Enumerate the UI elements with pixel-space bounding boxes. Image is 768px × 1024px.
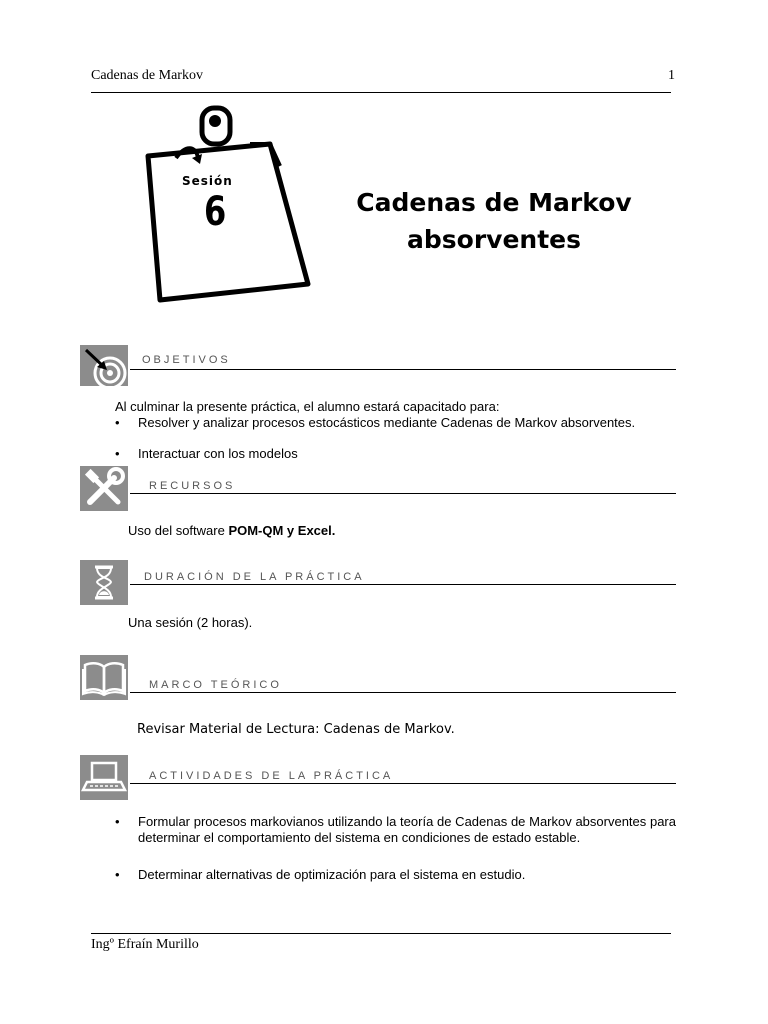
list-item [115, 446, 676, 462]
recursos-rule [130, 493, 676, 494]
list-item-text: Formular procesos markovianos utilizando la teoría de Cadenas de Markov absorventes para determinar el comportamiento del sistema en condiciones de estado estable. [138, 814, 676, 845]
marco-icon-box [80, 655, 128, 700]
objetivos-label: OBJETIVOS [142, 354, 231, 366]
footer-rule [91, 933, 671, 934]
recursos-software: POM-QM y Excel. [228, 523, 336, 538]
page-number: 1 [668, 68, 675, 83]
session-number: 6 [204, 189, 227, 235]
session-card [140, 104, 315, 304]
bullet-icon: • [115, 814, 120, 829]
objetivos-list [115, 415, 676, 463]
objetivos-intro: Al culminar la presente práctica, el alumno estará capacitado para: [115, 399, 500, 414]
list-item-text: Determinar alternativas de optimización para el sistema en estudio. [138, 867, 526, 882]
header-rule [91, 92, 671, 93]
duracion-text: Una sesión (2 horas). [128, 615, 253, 630]
footer-author: Ingº Efraín Murillo [91, 937, 199, 952]
list-item [115, 867, 676, 883]
hourglass-icon [80, 560, 128, 605]
duracion-label: DURACIÓN DE LA PRÁCTICA [144, 571, 365, 583]
session-label: Sesión [182, 174, 233, 188]
list-item-text: Interactuar con los modelos [138, 446, 298, 461]
recursos-label: RECURSOS [149, 480, 236, 492]
target-arrow-icon [80, 345, 128, 386]
list-item [115, 415, 676, 431]
recursos-text [128, 523, 335, 539]
actividades-rule [130, 783, 676, 784]
title-line-1: Cadenas de Markov [356, 188, 632, 217]
page-header-title: Cadenas de Markov [91, 68, 203, 83]
objetivos-rule [130, 369, 676, 370]
bullet-icon: • [115, 446, 120, 461]
open-book-icon [80, 655, 128, 700]
recursos-icon-box [80, 466, 128, 511]
duracion-icon-box [80, 560, 128, 605]
recursos-text-prefix: Uso del software [128, 523, 229, 538]
marco-text: Revisar Material de Lectura: Cadenas de Markov. [137, 722, 455, 737]
actividades-icon-box [80, 755, 128, 800]
laptop-icon [80, 755, 128, 800]
actividades-label: ACTIVIDADES DE LA PRÁCTICA [149, 770, 394, 782]
objetivos-icon-box [80, 345, 128, 386]
marco-label: MARCO TEÓRICO [149, 679, 282, 691]
title-line-2: absorventes [407, 225, 581, 254]
bullet-icon: • [115, 415, 120, 430]
actividades-list [115, 814, 676, 884]
bullet-icon: • [115, 867, 120, 882]
clipboard-calendar-icon [140, 104, 315, 304]
page-title [340, 184, 648, 258]
tools-icon [80, 466, 128, 511]
list-item-text: Resolver y analizar procesos estocásticos mediante Cadenas de Markov absorventes. [138, 415, 636, 430]
marco-rule [130, 692, 676, 693]
duracion-rule [130, 584, 676, 585]
list-item [115, 814, 676, 846]
